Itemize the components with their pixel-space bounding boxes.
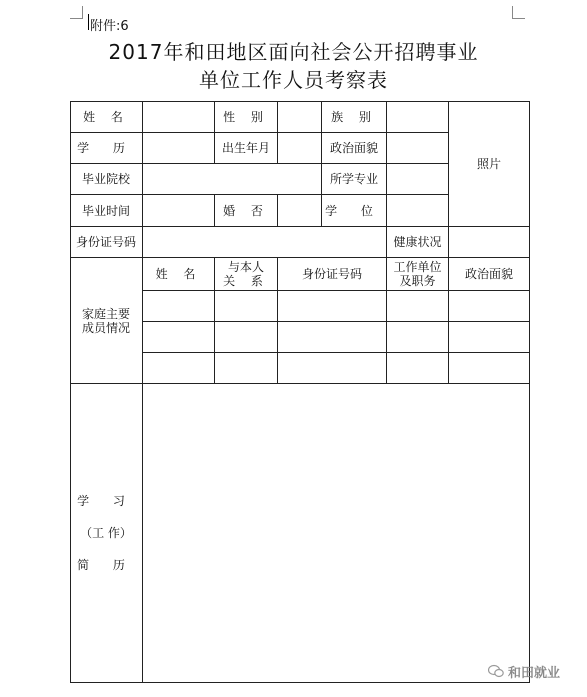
field-marriage[interactable] xyxy=(278,195,322,227)
label-gender xyxy=(215,101,278,133)
family-row1-political[interactable] xyxy=(449,291,530,322)
family-row2-name[interactable] xyxy=(143,322,215,353)
wechat-icon xyxy=(488,664,504,678)
field-grad-time[interactable] xyxy=(143,195,215,227)
family-header-relation-line2: 关 系 xyxy=(223,274,269,288)
label-resume-line1: 学 习 xyxy=(77,494,135,508)
family-row3-name[interactable] xyxy=(143,353,215,384)
label-marriage xyxy=(215,195,278,227)
family-header-relation-line1: 与本人 xyxy=(227,260,264,274)
field-id-number[interactable] xyxy=(143,227,387,258)
field-education[interactable] xyxy=(143,133,215,164)
family-row2-relation[interactable] xyxy=(215,322,278,353)
family-row3-work[interactable] xyxy=(387,353,449,384)
family-row3-id[interactable] xyxy=(278,353,387,384)
field-name[interactable] xyxy=(143,101,215,133)
label-health xyxy=(387,227,449,258)
label-political xyxy=(322,133,387,164)
label-name-text: 姓 名 xyxy=(83,109,129,124)
label-family xyxy=(70,258,143,384)
label-id-number xyxy=(70,227,143,258)
attachment-label: 附件:6 xyxy=(90,19,129,34)
label-education-text: 学 历 xyxy=(77,141,135,155)
inspection-form-table xyxy=(70,101,530,683)
label-birth-text: 出生年月 xyxy=(221,141,270,155)
family-row1-name[interactable] xyxy=(143,291,215,322)
label-health-text: 健康状况 xyxy=(393,235,442,249)
field-gender[interactable] xyxy=(278,101,322,133)
family-header-name xyxy=(143,258,215,291)
page-title-line1: 2017年和田地区面向社会公开招聘事业 xyxy=(108,40,479,64)
label-grad-time-text: 毕业时间 xyxy=(81,203,130,218)
family-header-name-text: 姓 名 xyxy=(155,267,202,281)
family-header-work-line2: 及职务 xyxy=(399,274,436,288)
label-resume-line2: （工 作） xyxy=(80,526,132,540)
page-corner-mark-left xyxy=(70,6,83,19)
family-row1-work[interactable] xyxy=(387,291,449,322)
photo-box[interactable] xyxy=(449,101,530,227)
family-header-id-text: 身份证号码 xyxy=(301,267,362,281)
family-header-relation xyxy=(215,258,278,291)
field-health[interactable] xyxy=(449,227,530,258)
label-education xyxy=(70,133,143,164)
field-resume[interactable] xyxy=(143,384,530,683)
family-row2-political[interactable] xyxy=(449,322,530,353)
family-row1-relation[interactable] xyxy=(215,291,278,322)
family-header-political-text: 政治面貌 xyxy=(464,267,513,281)
label-id-number-text: 身份证号码 xyxy=(75,235,136,249)
label-major-text: 所学专业 xyxy=(329,172,378,186)
label-birth xyxy=(215,133,278,164)
family-header-work-line1: 工作单位 xyxy=(393,260,442,274)
label-degree-text: 学 位 xyxy=(325,203,383,218)
family-row2-work[interactable] xyxy=(387,322,449,353)
label-family-text: 家庭主要成员情况 xyxy=(81,306,130,335)
label-degree xyxy=(322,195,387,227)
label-gender-text: 性 别 xyxy=(223,109,269,124)
family-row2-id[interactable] xyxy=(278,322,387,353)
family-header-political xyxy=(449,258,530,291)
field-degree[interactable] xyxy=(387,195,449,227)
label-resume-line3: 简 历 xyxy=(77,558,135,572)
label-grad-time xyxy=(70,195,143,227)
field-ethnicity[interactable] xyxy=(387,101,449,133)
watermark-text: 和田就业 xyxy=(508,666,561,681)
label-school xyxy=(70,164,143,195)
label-major xyxy=(322,164,387,195)
field-political[interactable] xyxy=(387,133,449,164)
label-name xyxy=(70,101,143,133)
page-corner-mark-right xyxy=(512,6,525,19)
field-school[interactable] xyxy=(143,164,322,195)
label-marriage-text: 婚 否 xyxy=(223,203,269,218)
label-school-text: 毕业院校 xyxy=(81,172,130,186)
label-ethnicity-text: 族 别 xyxy=(331,109,377,124)
family-row3-political[interactable] xyxy=(449,353,530,384)
label-ethnicity xyxy=(322,101,387,133)
family-header-work xyxy=(387,258,449,291)
family-row1-id[interactable] xyxy=(278,291,387,322)
label-political-text: 政治面貌 xyxy=(329,141,378,155)
photo-label: 照片 xyxy=(476,156,501,171)
text-cursor xyxy=(88,14,89,30)
family-header-id xyxy=(278,258,387,291)
field-birth[interactable] xyxy=(278,133,322,164)
field-major[interactable] xyxy=(387,164,449,195)
label-resume xyxy=(70,384,143,683)
page-title-line2: 单位工作人员考察表 xyxy=(199,68,388,92)
family-row3-relation[interactable] xyxy=(215,353,278,384)
